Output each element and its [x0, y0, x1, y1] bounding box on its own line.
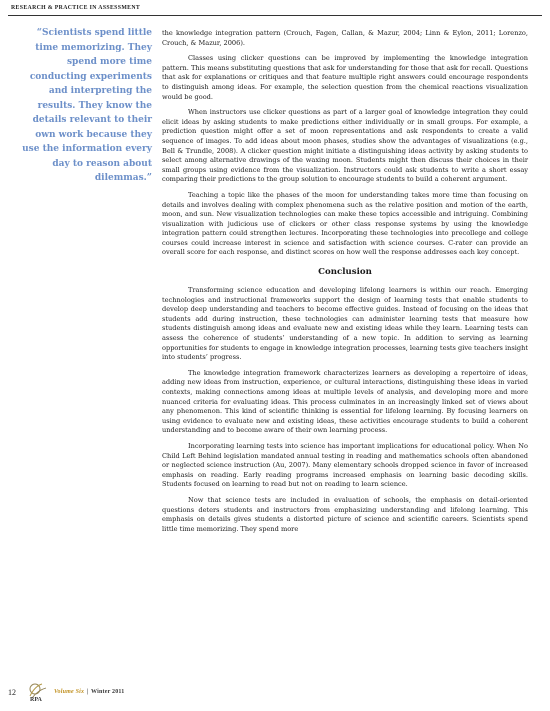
pull-quote: “Scientists spend little time memorizing. They spend more time conducting experiments and interpreting the results. They know the details relevant to their own work because they use the information every day to reason about dilemmas.” [22, 28, 152, 183]
paragraph: The knowledge integration framework characterizes learners as developing a repertoire of ideas, adding new ideas from instruction, experience, or cultural interactions, distinguishing these ideas in varied contexts, making connections among ideas at multiple levels of analysis, and developing more and more nuanced criteria for evaluating ideas. This process culminates in an increasingly linked set of views about any phenomenon. This kind of scientific thinking is essential for lifelong learning. By focusing learners on using evidence to evaluate new and existing ideas, these activities encourage students to build a coherent understanding and to become aware of their own learning process. [162, 368, 528, 435]
paragraph: Now that science tests are included in evaluation of schools, the emphasis on detail-oriented questions deters students and instructors from emphasizing understanding and lifelong learning. This emphasis on details gives students a distorted picture of science and scientific careers. Scientists spend little time memorizing. They spend more [162, 495, 528, 533]
page-number: 12 [8, 688, 16, 697]
article-body [162, 29, 528, 534]
volume-label: Volume Six [54, 689, 85, 695]
issue-label: Winter 2011 [91, 689, 125, 695]
header-divider [8, 15, 542, 16]
paragraph: Teaching a topic like the phases of the moon for understanding takes more time than focusing on details and involves dealing with complex phenomena such as the relative position and motion of the earth, moon, and sun. New visualization technologies can make these topics accessible and intriguing. Combining visualization with judicious use of clickers or other class response systems by using the knowledge integration pattern could strengthen lectures. Incorporating these technologies into precollege and college courses could increase interest in science and satisfaction with science courses. C-rater can provide an overall score for each response, and distinct scores on how well the response addresses each key concept. [162, 190, 528, 257]
paragraph: When instructors use clicker questions as part of a larger goal of knowledge integration they could elicit ideas by asking students to make predictions either individually or in small groups. For example, a prediction question might offer a set of moon representations and ask respondents to create a valid sequence of images. To add ideas about moon phases, studies show the advantages of visualizations (e.g., Bell & Trundle, 2008). A clicker question might initiate a distinguishing ideas activity by asking students to select among alternative drawings of the waxing moon. Students might then discuss their choices in their small groups using evidence from the visualization. Instructors could ask students to write a short essay comparing their predictions to the group solution to encourage students to build a coherent argument. [162, 108, 528, 184]
paragraph: Classes using clicker questions can be improved by implementing the knowledge integration pattern. This means substituting questions that ask for understanding for those that ask for recall. Questions that ask for explanations or critiques and that feature multiple right answers could encourage respondents to distinguish among ideas. For example, the selection question from the chemical reactions visualization would be good. [162, 54, 528, 101]
running-header: RESEARCH & PRACTICE IN ASSESSMENT [11, 5, 141, 11]
logo-text: RPA [30, 697, 42, 702]
rpa-logo-icon [26, 680, 54, 702]
section-heading: Conclusion [318, 267, 372, 278]
paragraph: the knowledge integration pattern (Crouch, Fagen, Callan, & Mazur, 2004; Linn & Eylon, 2011; Lorenzo, Crouch, & Mazur, 2006). [162, 29, 528, 47]
page-footer [8, 680, 308, 702]
footer-separator: | [86, 689, 89, 695]
volume-issue [54, 689, 125, 695]
paragraph: Transforming science education and developing lifelong learners is within our reach. Emerging technologies and instructional frameworks support the design of learning tests that enable students to develop deep understanding and teachers to become effective guides. Instead of focusing on the ideas that students add during instruction, these technologies can administer learning tests that measure how students distinguish among ideas and evaluate new and existing ideas while they learn. Learning tests can assess the coherence of students’ understanding of a new topic. In addition to serving as learning opportunities for students to engage in knowledge integration processes, learning tests give teachers insight into students’ progress. [162, 286, 528, 362]
paragraph: Incorporating learning tests into science has important implications for educational policy. When No Child Left Behind legislation mandated annual testing in reading and mathematics schools often abandoned or neglected science instruction (Au, 2007). Many elementary schools dropped science in favor of increased emphasis on reading. Early reading programs increased emphasis on learning basic decoding skills. Students focused on learning to read but not on reading to learn science. [162, 441, 528, 489]
